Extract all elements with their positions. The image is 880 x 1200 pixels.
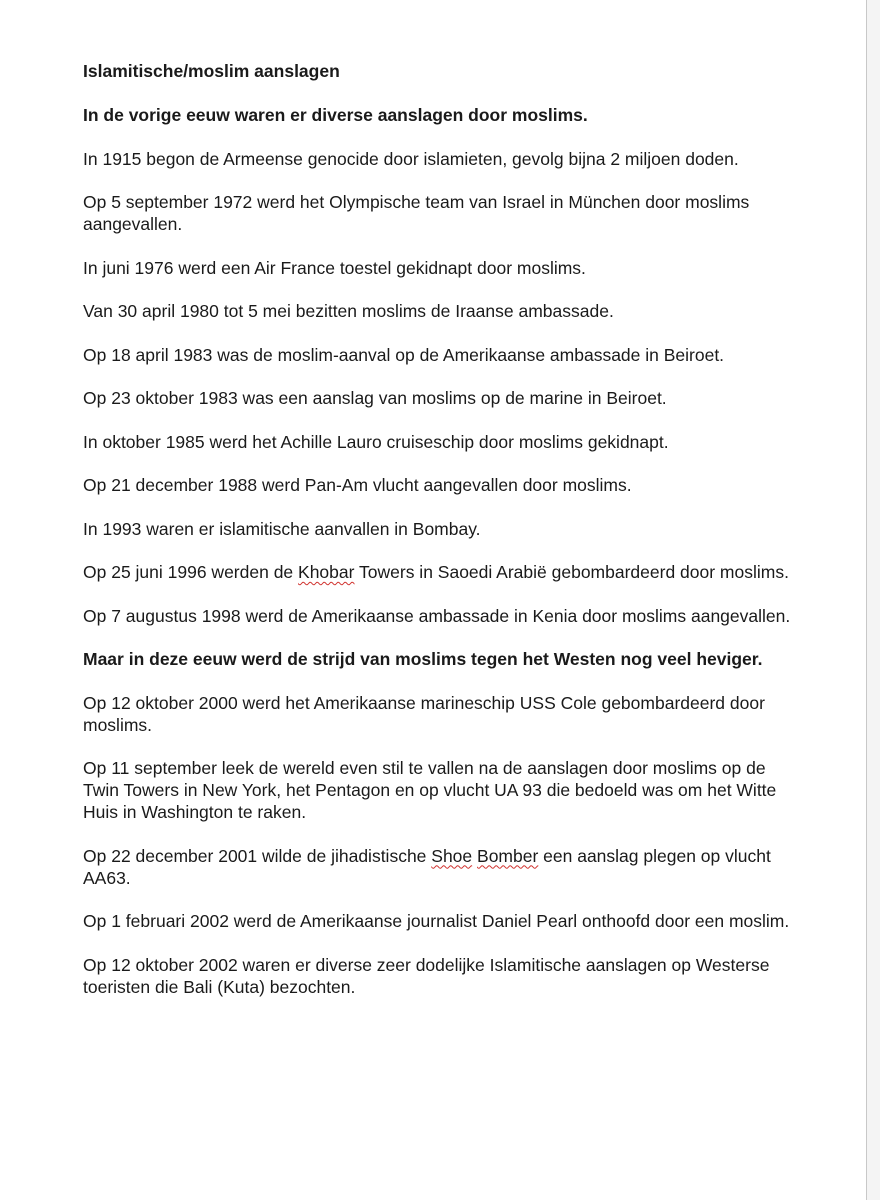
text-run: Op 25 juni 1996 werden de (83, 562, 299, 582)
paragraph-1985: In oktober 1985 werd het Achille Lauro cruiseschip door moslims gekidnapt. (83, 431, 669, 452)
paragraph-2002-october: Op 12 oktober 2002 waren er diverse zeer dodelijke Islamitische aanslagen op Westerse toeristen die Bali (Kuta) bezochten. (83, 954, 770, 997)
paragraph-1988: Op 21 december 1988 werd Pan-Am vlucht aangevallen door moslims. (83, 475, 632, 495)
paragraph-2001-december (83, 845, 798, 889)
paragraph-2000: Op 12 oktober 2000 werd het Amerikaanse marineschip USS Cole gebombardeerd door moslims. (83, 692, 765, 735)
text-run: Towers in Saoedi Arabië gebombardeerd door moslims. (354, 562, 789, 582)
paragraph-2002-february: Op 1 februari 2002 werd de Amerikaanse journalist Daniel Pearl onthoofd door een moslim. (83, 911, 790, 931)
intro-paragraph: In de vorige eeuw waren er diverse aanslagen door moslims. (83, 105, 588, 125)
paragraph-1983-april: Op 18 april 1983 was de moslim-aanval op de Amerikaanse ambassade in Beiroet. (83, 344, 725, 365)
misspelled-word[interactable]: Bomber (477, 845, 539, 866)
document-body[interactable] (83, 60, 798, 1019)
paragraph-1983-october: Op 23 oktober 1983 was een aanslag van moslims op de marine in Beiroet. (83, 388, 667, 408)
text-run: Op 22 december 2001 wilde de jihadistische (83, 845, 432, 866)
misspelled-word[interactable]: Khobar (298, 562, 355, 582)
paragraph-2001-september: Op 11 september leek de wereld even stil te vallen na de aanslagen door moslims op de Twin Towers in New York, het Pentagon en op vlucht UA 93 die bedoeld was om het Witte Huis in Washington te raken. (83, 758, 777, 822)
paragraph-1996 (83, 561, 798, 583)
paragraph-1998: Op 7 augustus 1998 werd de Amerikaanse ambassade in Kenia door moslims aangevallen. (83, 605, 791, 626)
transition-paragraph: Maar in deze eeuw werd de strijd van moslims tegen het Westen nog veel heviger. (83, 649, 763, 669)
paragraph-1972: Op 5 september 1972 werd het Olympische team van Israel in München door moslims aangevallen. (83, 192, 750, 234)
page-margin-area (867, 0, 880, 1200)
paragraph-1915: In 1915 begon de Armeense genocide door islamieten, gevolg bijna 2 miljoen doden. (83, 148, 739, 169)
misspelled-word[interactable]: Shoe (431, 845, 473, 866)
text-run: een aanslag plegen op vlucht AA63. (83, 845, 771, 888)
paragraph-1993: In 1993 waren er islamitische aanvallen in Bombay. (83, 518, 481, 539)
paragraph-1976: In juni 1976 werd een Air France toestel gekidnapt door moslims. (83, 257, 586, 278)
document-title: Islamitische/moslim aanslagen (83, 61, 340, 81)
paragraph-1980: Van 30 april 1980 tot 5 mei bezitten moslims de Iraanse ambassade. (83, 301, 614, 321)
